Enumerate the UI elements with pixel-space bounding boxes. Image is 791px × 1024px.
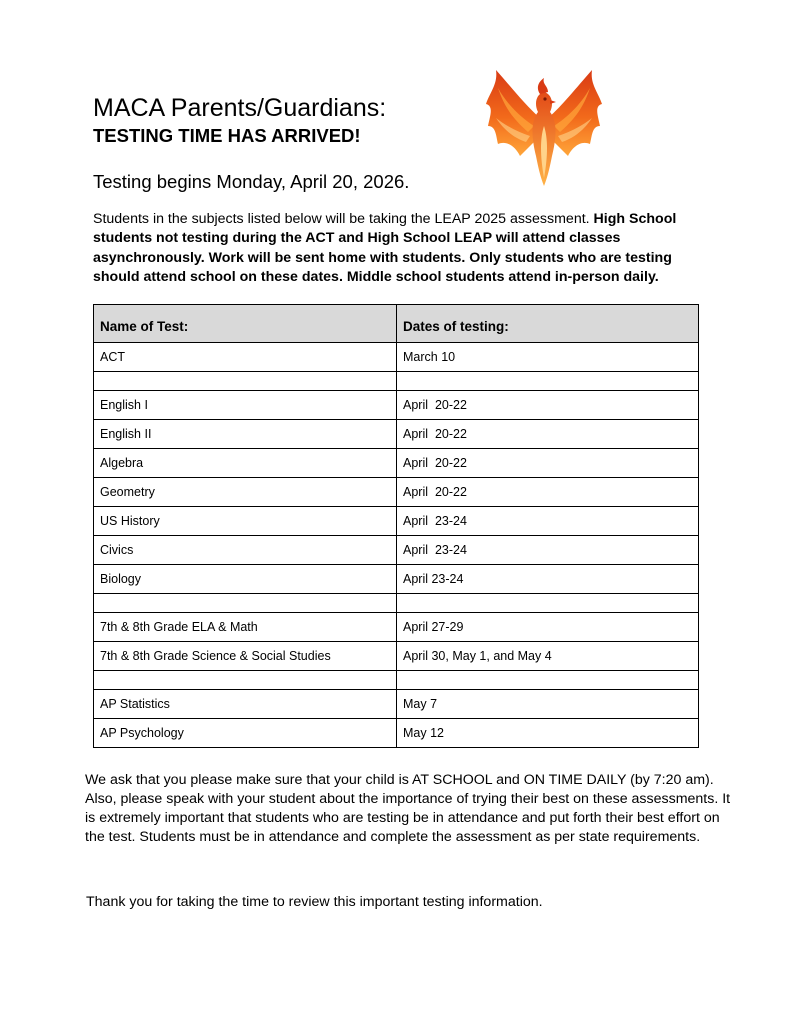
test-dates-cell	[397, 671, 699, 690]
page-title: MACA Parents/Guardians:	[93, 94, 387, 122]
intro-paragraph	[93, 210, 703, 287]
thank-you-note: Thank you for taking the time to review this important testing information.	[86, 894, 543, 910]
phoenix-logo-icon	[482, 66, 606, 188]
table-row	[94, 613, 699, 642]
test-dates-cell: April 23-24	[397, 536, 699, 565]
test-name-cell: Algebra	[94, 449, 397, 478]
test-name-cell: AP Psychology	[94, 719, 397, 748]
column-header-test-name: Name of Test:	[94, 305, 397, 343]
test-name-cell: AP Statistics	[94, 690, 397, 719]
table-row	[94, 343, 699, 372]
test-name-cell	[94, 372, 397, 391]
test-name-cell	[94, 594, 397, 613]
test-name-cell: ACT	[94, 343, 397, 372]
test-dates-cell: April 23-24	[397, 507, 699, 536]
test-name-cell: 7th & 8th Grade ELA & Math	[94, 613, 397, 642]
page-subtitle: TESTING TIME HAS ARRIVED!	[93, 125, 361, 146]
test-dates-cell: May 12	[397, 719, 699, 748]
test-dates-cell	[397, 372, 699, 391]
table-row-blank	[94, 671, 699, 690]
test-name-cell: English I	[94, 391, 397, 420]
test-dates-cell: April 20-22	[397, 420, 699, 449]
table-row	[94, 719, 699, 748]
column-header-dates: Dates of testing:	[397, 305, 699, 343]
testing-start-date: Testing begins Monday, April 20, 2026.	[93, 171, 410, 192]
table-row	[94, 449, 699, 478]
table-row-blank	[94, 594, 699, 613]
test-name-cell: English II	[94, 420, 397, 449]
test-dates-cell: April 23-24	[397, 565, 699, 594]
table-row	[94, 507, 699, 536]
test-name-cell: Civics	[94, 536, 397, 565]
test-name-cell: Biology	[94, 565, 397, 594]
table-row	[94, 642, 699, 671]
test-name-cell	[94, 671, 397, 690]
table-row	[94, 536, 699, 565]
table-row	[94, 478, 699, 507]
test-dates-cell: April 20-22	[397, 449, 699, 478]
test-dates-cell: April 30, May 1, and May 4	[397, 642, 699, 671]
test-dates-cell: April 20-22	[397, 391, 699, 420]
table-row-blank	[94, 372, 699, 391]
test-name-cell: Geometry	[94, 478, 397, 507]
table-row	[94, 565, 699, 594]
test-name-cell: 7th & 8th Grade Science & Social Studies	[94, 642, 397, 671]
intro-plain-text: Students in the subjects listed below will be taking the LEAP 2025 assessment.	[93, 211, 594, 227]
test-dates-cell: May 7	[397, 690, 699, 719]
test-name-cell: US History	[94, 507, 397, 536]
table-row	[94, 690, 699, 719]
intro-bold-text: High School students not testing during the ACT and High School LEAP will attend classes asynchronously. Work will be sent home with students. Only students who are testing should attend school on these dates. Middle school students attend in-person daily.	[93, 211, 677, 285]
test-dates-cell	[397, 594, 699, 613]
table-row	[94, 420, 699, 449]
test-dates-cell: April 20-22	[397, 478, 699, 507]
testing-schedule-table	[93, 304, 699, 748]
test-dates-cell: March 10	[397, 343, 699, 372]
test-dates-cell: April 27-29	[397, 613, 699, 642]
table-header-row	[94, 305, 699, 343]
closing-paragraph: We ask that you please make sure that your child is AT SCHOOL and ON TIME DAILY (by 7:20 am). Also, please speak with your student about the importance of trying their best on these assessments. It is extremely important that students who are testing be in attendance and put forth their best effort on the test. Students must be in attendance and complete the assessment as per state requirements.	[85, 772, 731, 845]
table-row	[94, 391, 699, 420]
